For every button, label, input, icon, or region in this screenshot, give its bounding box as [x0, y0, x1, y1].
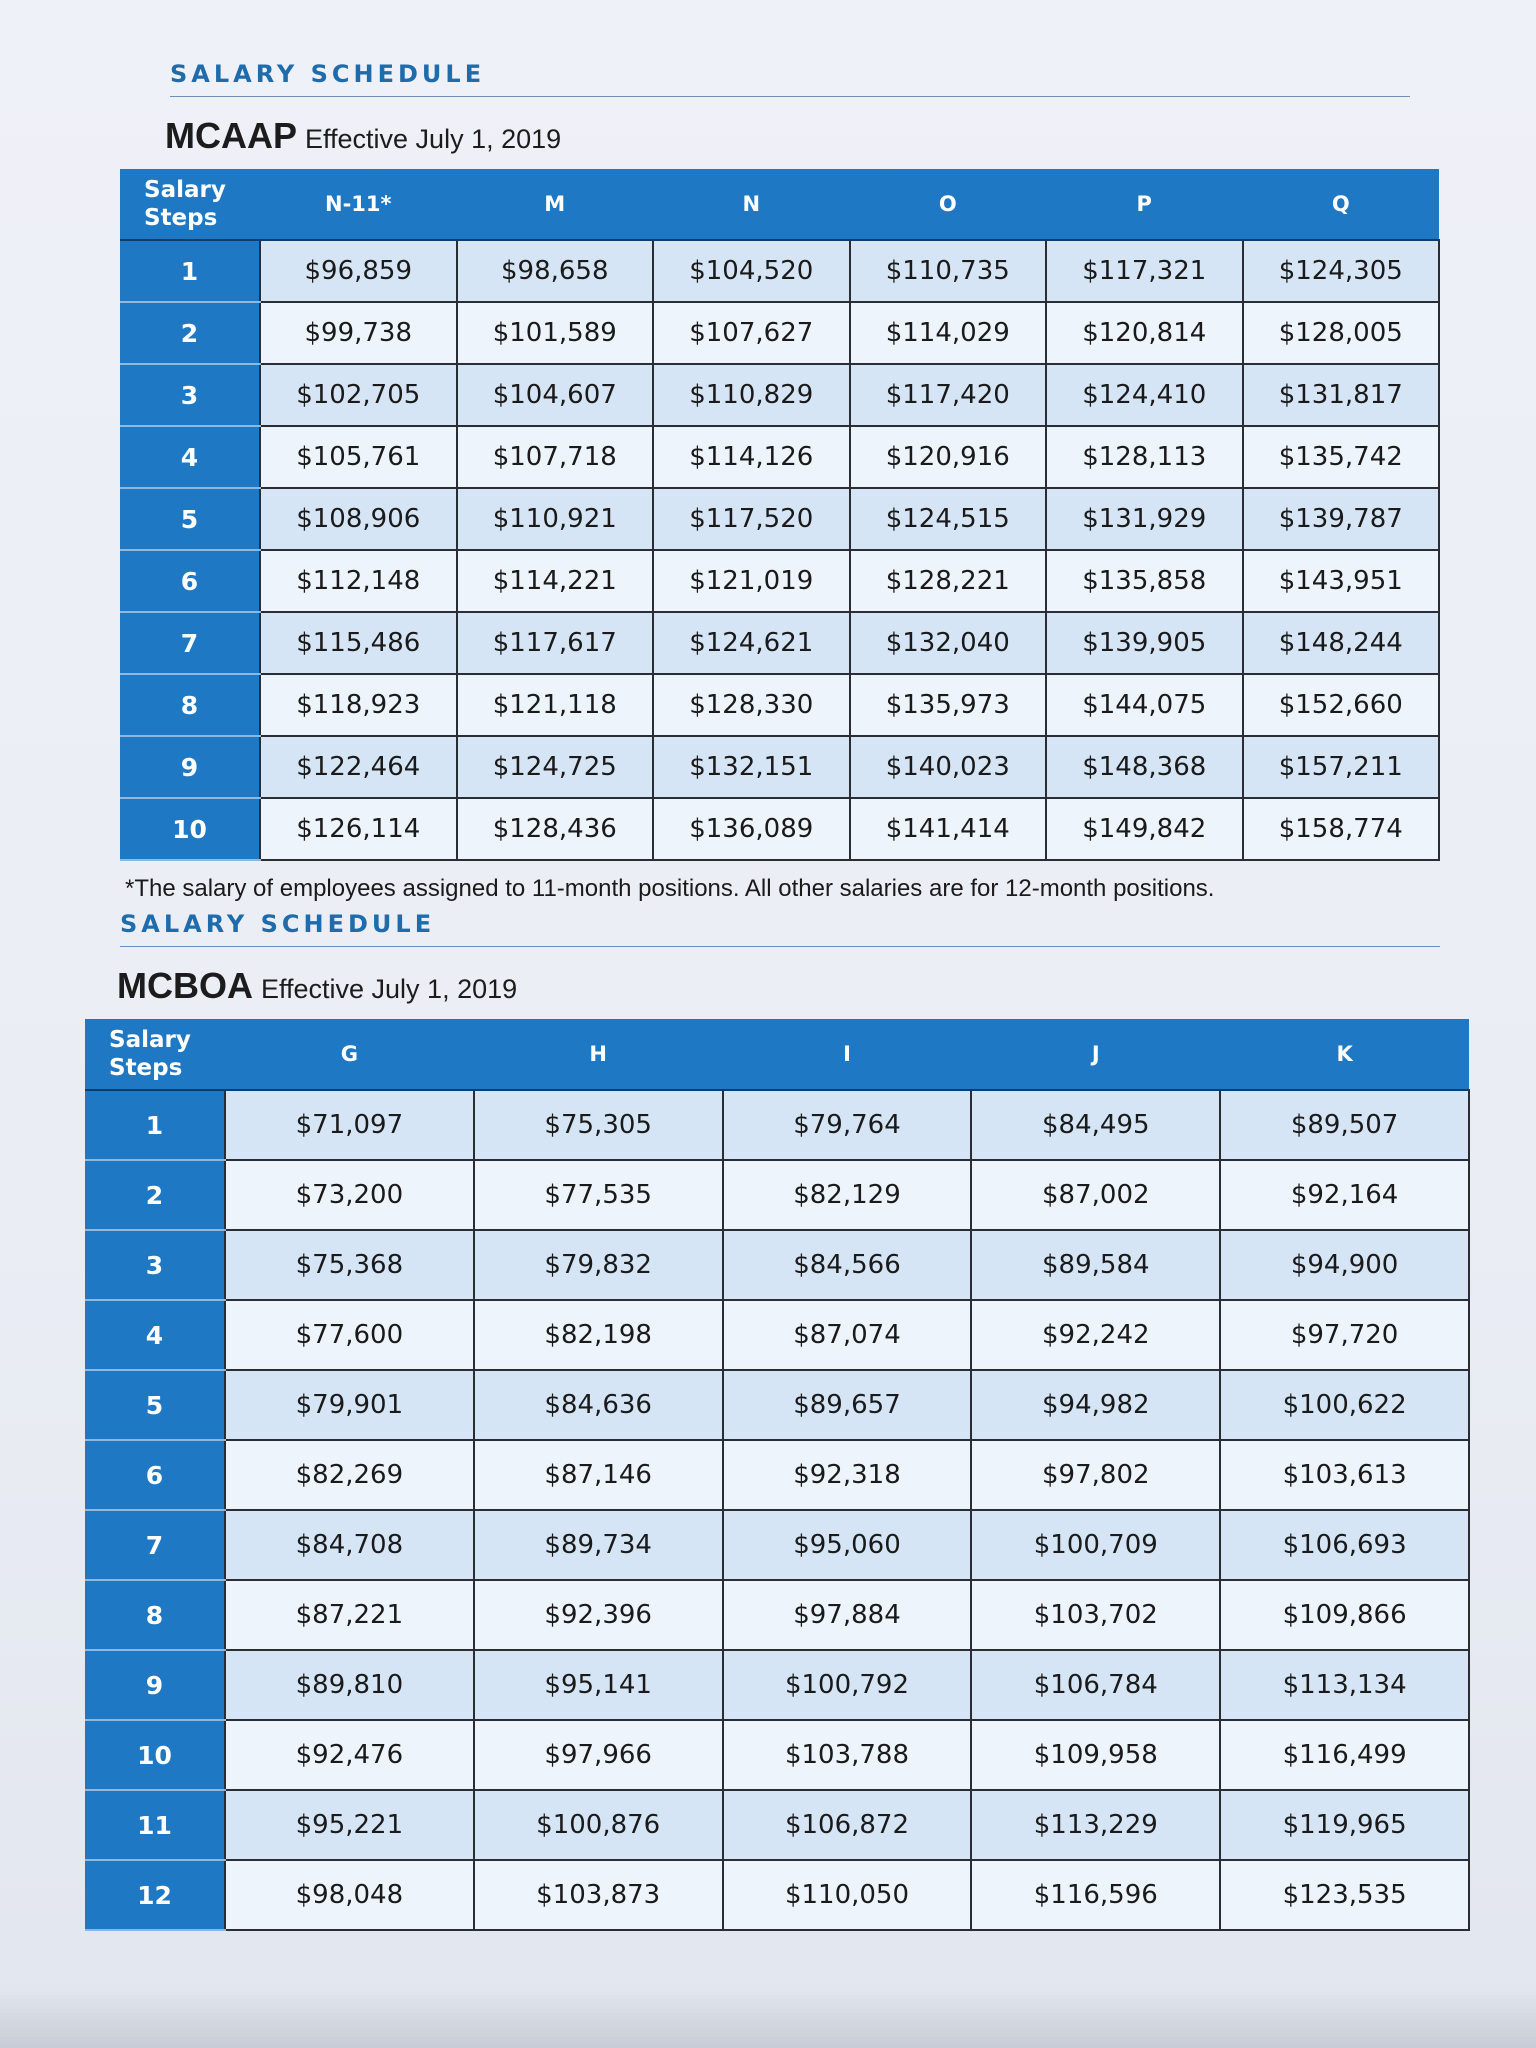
salary-cell: $97,802: [971, 1440, 1220, 1510]
salary-cell: $89,507: [1220, 1090, 1469, 1160]
mcaap-salary-table: [120, 169, 1440, 861]
table-row: [85, 1720, 1469, 1790]
salary-cell: $96,859: [260, 240, 457, 302]
footnote: *The salary of employees assigned to 11-month positions. All other salaries are for 12-month positions.: [125, 875, 1215, 902]
column-header-steps: Salary Steps: [120, 169, 260, 240]
step-number-cell: 7: [120, 612, 260, 674]
salary-cell: $97,884: [723, 1580, 972, 1650]
salary-cell: $89,810: [225, 1650, 474, 1720]
table-row: [85, 1860, 1469, 1930]
salary-cell: $92,476: [225, 1720, 474, 1790]
salary-cell: $148,368: [1046, 736, 1243, 798]
table-row: [85, 1440, 1469, 1510]
schedule-heading: [165, 115, 1440, 157]
org-name: MCAAP: [165, 115, 297, 156]
salary-cell: $124,305: [1243, 240, 1440, 302]
column-header: M: [457, 169, 654, 240]
salary-cell: $95,221: [225, 1790, 474, 1860]
table-row: [85, 1510, 1469, 1580]
salary-cell: $84,495: [971, 1090, 1220, 1160]
salary-cell: $108,906: [260, 488, 457, 550]
salary-cell: $123,535: [1220, 1860, 1469, 1930]
salary-cell: $131,817: [1243, 364, 1440, 426]
salary-cell: $103,702: [971, 1580, 1220, 1650]
salary-cell: $110,921: [457, 488, 654, 550]
table-row: [120, 488, 1439, 550]
salary-cell: $97,720: [1220, 1300, 1469, 1370]
salary-cell: $139,787: [1243, 488, 1440, 550]
salary-cell: $120,814: [1046, 302, 1243, 364]
salary-cell: $75,305: [474, 1090, 723, 1160]
step-number-cell: 4: [85, 1300, 225, 1370]
salary-cell: $107,627: [653, 302, 850, 364]
salary-cell: $121,019: [653, 550, 850, 612]
salary-cell: $140,023: [850, 736, 1047, 798]
salary-cell: $89,584: [971, 1230, 1220, 1300]
salary-cell: $114,029: [850, 302, 1047, 364]
salary-cell: $98,048: [225, 1860, 474, 1930]
table-row: [120, 736, 1439, 798]
divider: [170, 96, 1410, 97]
mcboa-schedule-section: [85, 910, 1470, 1931]
table-row: [120, 302, 1439, 364]
salary-cell: $82,269: [225, 1440, 474, 1510]
salary-cell: $109,866: [1220, 1580, 1469, 1650]
salary-cell: $103,613: [1220, 1440, 1469, 1510]
step-number-cell: 8: [120, 674, 260, 736]
table-row: [120, 364, 1439, 426]
table-row: [120, 674, 1439, 736]
salary-cell: $113,134: [1220, 1650, 1469, 1720]
step-number-cell: 2: [85, 1160, 225, 1230]
salary-cell: $115,486: [260, 612, 457, 674]
step-number-cell: 9: [120, 736, 260, 798]
salary-cell: $126,114: [260, 798, 457, 860]
salary-cell: $106,784: [971, 1650, 1220, 1720]
effective-date: Effective July 1, 2019: [260, 974, 518, 1004]
salary-cell: $103,788: [723, 1720, 972, 1790]
salary-cell: $104,607: [457, 364, 654, 426]
table-row: [85, 1650, 1469, 1720]
salary-cell: $117,420: [850, 364, 1047, 426]
divider: [120, 946, 1440, 947]
salary-cell: $107,718: [457, 426, 654, 488]
salary-cell: $119,965: [1220, 1790, 1469, 1860]
schedule-heading: [117, 965, 1470, 1007]
salary-cell: $128,113: [1046, 426, 1243, 488]
salary-cell: $92,396: [474, 1580, 723, 1650]
salary-cell: $87,002: [971, 1160, 1220, 1230]
salary-cell: $92,318: [723, 1440, 972, 1510]
column-header-steps: Salary Steps: [85, 1019, 225, 1090]
salary-cell: $87,074: [723, 1300, 972, 1370]
section-label: SALARY SCHEDULE: [120, 910, 436, 938]
table-row: [85, 1230, 1469, 1300]
step-number-cell: 3: [85, 1230, 225, 1300]
salary-cell: $149,842: [1046, 798, 1243, 860]
table-row: [85, 1300, 1469, 1370]
salary-cell: $113,229: [971, 1790, 1220, 1860]
salary-cell: $73,200: [225, 1160, 474, 1230]
column-header: H: [474, 1019, 723, 1090]
salary-cell: $87,221: [225, 1580, 474, 1650]
salary-cell: $131,929: [1046, 488, 1243, 550]
table-row: [120, 426, 1439, 488]
salary-cell: $95,141: [474, 1650, 723, 1720]
salary-cell: $99,738: [260, 302, 457, 364]
step-number-cell: 9: [85, 1650, 225, 1720]
salary-cell: $124,621: [653, 612, 850, 674]
column-header: G: [225, 1019, 474, 1090]
salary-cell: $94,982: [971, 1370, 1220, 1440]
salary-cell: $104,520: [653, 240, 850, 302]
salary-cell: $82,129: [723, 1160, 972, 1230]
salary-cell: $132,151: [653, 736, 850, 798]
salary-cell: $75,368: [225, 1230, 474, 1300]
salary-cell: $84,636: [474, 1370, 723, 1440]
salary-cell: $135,973: [850, 674, 1047, 736]
section-label: SALARY SCHEDULE: [170, 60, 486, 88]
salary-cell: $98,658: [457, 240, 654, 302]
salary-cell: $128,005: [1243, 302, 1440, 364]
salary-cell: $106,872: [723, 1790, 972, 1860]
salary-cell: $128,221: [850, 550, 1047, 612]
step-number-cell: 7: [85, 1510, 225, 1580]
column-header: P: [1046, 169, 1243, 240]
salary-cell: $100,876: [474, 1790, 723, 1860]
salary-cell: $79,901: [225, 1370, 474, 1440]
mcaap-schedule-section: [120, 60, 1440, 903]
salary-cell: $100,622: [1220, 1370, 1469, 1440]
salary-cell: $148,244: [1243, 612, 1440, 674]
salary-cell: $103,873: [474, 1860, 723, 1930]
salary-cell: $87,146: [474, 1440, 723, 1510]
salary-cell: $114,221: [457, 550, 654, 612]
salary-cell: $84,566: [723, 1230, 972, 1300]
salary-cell: $79,832: [474, 1230, 723, 1300]
table-row: [120, 612, 1439, 674]
step-number-cell: 5: [120, 488, 260, 550]
mcboa-salary-table: [85, 1019, 1470, 1931]
step-number-cell: 11: [85, 1790, 225, 1860]
salary-cell: $143,951: [1243, 550, 1440, 612]
salary-cell: $117,321: [1046, 240, 1243, 302]
salary-cell: $152,660: [1243, 674, 1440, 736]
salary-cell: $89,734: [474, 1510, 723, 1580]
salary-cell: $89,657: [723, 1370, 972, 1440]
salary-cell: $84,708: [225, 1510, 474, 1580]
salary-cell: $109,958: [971, 1720, 1220, 1790]
effective-date: Effective July 1, 2019: [305, 124, 562, 154]
step-number-cell: 12: [85, 1860, 225, 1930]
salary-cell: $139,905: [1046, 612, 1243, 674]
table-row: [85, 1370, 1469, 1440]
column-header: I: [723, 1019, 972, 1090]
salary-cell: $100,709: [971, 1510, 1220, 1580]
salary-cell: $135,742: [1243, 426, 1440, 488]
salary-cell: $106,693: [1220, 1510, 1469, 1580]
salary-cell: $110,050: [723, 1860, 972, 1930]
column-header: N: [653, 169, 850, 240]
salary-cell: $116,499: [1220, 1720, 1469, 1790]
table-header-row: [85, 1019, 1469, 1090]
table-row: [120, 798, 1439, 860]
salary-cell: $124,410: [1046, 364, 1243, 426]
salary-cell: $77,535: [474, 1160, 723, 1230]
salary-cell: $118,923: [260, 674, 457, 736]
step-number-cell: 4: [120, 426, 260, 488]
step-number-cell: 6: [120, 550, 260, 612]
org-name: MCBOA: [117, 965, 253, 1006]
column-header: J: [971, 1019, 1220, 1090]
salary-cell: $132,040: [850, 612, 1047, 674]
step-number-cell: 10: [120, 798, 260, 860]
step-number-cell: 2: [120, 302, 260, 364]
salary-cell: $117,617: [457, 612, 654, 674]
salary-cell: $135,858: [1046, 550, 1243, 612]
salary-cell: $77,600: [225, 1300, 474, 1370]
salary-cell: $141,414: [850, 798, 1047, 860]
column-header: N-11*: [260, 169, 457, 240]
step-number-cell: 3: [120, 364, 260, 426]
salary-cell: $117,520: [653, 488, 850, 550]
step-number-cell: 6: [85, 1440, 225, 1510]
step-number-cell: 10: [85, 1720, 225, 1790]
salary-cell: $82,198: [474, 1300, 723, 1370]
table-row: [120, 550, 1439, 612]
salary-cell: $116,596: [971, 1860, 1220, 1930]
table-row: [120, 240, 1439, 302]
salary-cell: $94,900: [1220, 1230, 1469, 1300]
salary-cell: $105,761: [260, 426, 457, 488]
column-header: Q: [1243, 169, 1440, 240]
table-header-row: [120, 169, 1439, 240]
salary-cell: $114,126: [653, 426, 850, 488]
table-row: [85, 1580, 1469, 1650]
salary-cell: $100,792: [723, 1650, 972, 1720]
salary-cell: $110,829: [653, 364, 850, 426]
salary-cell: $158,774: [1243, 798, 1440, 860]
salary-cell: $71,097: [225, 1090, 474, 1160]
salary-cell: $128,330: [653, 674, 850, 736]
salary-cell: $120,916: [850, 426, 1047, 488]
salary-cell: $92,164: [1220, 1160, 1469, 1230]
salary-cell: $124,725: [457, 736, 654, 798]
salary-cell: $102,705: [260, 364, 457, 426]
step-number-cell: 5: [85, 1370, 225, 1440]
salary-cell: $112,148: [260, 550, 457, 612]
salary-cell: $144,075: [1046, 674, 1243, 736]
page-edge-shadow: [0, 1988, 1536, 2048]
column-header: K: [1220, 1019, 1469, 1090]
salary-cell: $110,735: [850, 240, 1047, 302]
salary-cell: $136,089: [653, 798, 850, 860]
salary-cell: $122,464: [260, 736, 457, 798]
step-number-cell: 8: [85, 1580, 225, 1650]
salary-cell: $101,589: [457, 302, 654, 364]
table-row: [85, 1790, 1469, 1860]
salary-cell: $95,060: [723, 1510, 972, 1580]
salary-cell: $157,211: [1243, 736, 1440, 798]
table-row: [85, 1160, 1469, 1230]
step-number-cell: 1: [120, 240, 260, 302]
column-header: O: [850, 169, 1047, 240]
salary-cell: $92,242: [971, 1300, 1220, 1370]
salary-cell: $79,764: [723, 1090, 972, 1160]
salary-cell: $97,966: [474, 1720, 723, 1790]
salary-cell: $121,118: [457, 674, 654, 736]
table-row: [85, 1090, 1469, 1160]
step-number-cell: 1: [85, 1090, 225, 1160]
salary-cell: $128,436: [457, 798, 654, 860]
salary-cell: $124,515: [850, 488, 1047, 550]
